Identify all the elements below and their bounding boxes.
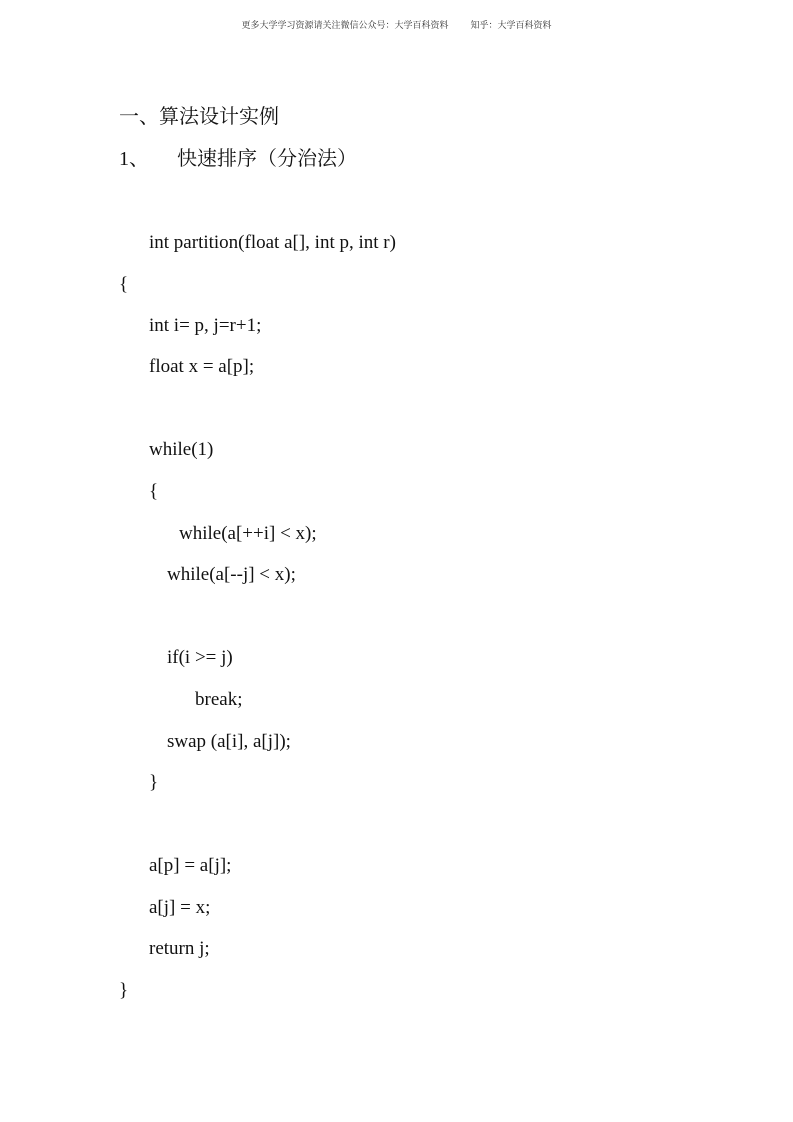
subsection-heading [119,146,357,172]
code-line: while(1) [149,439,214,460]
subsection-number: 1、 [119,148,149,170]
code-line: a[j] = x; [149,897,211,918]
code-line: } [119,980,129,1001]
code-line: int i= p, j=r+1; [149,315,262,336]
code-line: a[p] = a[j]; [149,855,232,876]
section-title: 一、算法设计实例 [119,106,279,128]
header-left-text: 更多大学学习资源请关注微信公众号：大学百科资料 [241,20,449,30]
code-line: { [149,481,159,502]
code-line: { [119,274,129,295]
code-line: while(a[++i] < x); [179,523,317,544]
header-right-text: 知乎：大学百科资料 [470,20,552,30]
subsection-title: 快速排序（分治法） [177,148,357,170]
code-line: swap (a[i], a[j]); [167,731,291,752]
page-header [0,18,793,32]
code-line: if(i >= j) [167,647,233,668]
code-line: int partition(float a[], int p, int r) [149,232,396,253]
code-line: break; [195,689,243,710]
code-line: return j; [149,938,210,959]
code-line: while(a[--j] < x); [167,564,296,585]
code-line: float x = a[p]; [149,356,255,377]
code-line: } [149,772,159,793]
